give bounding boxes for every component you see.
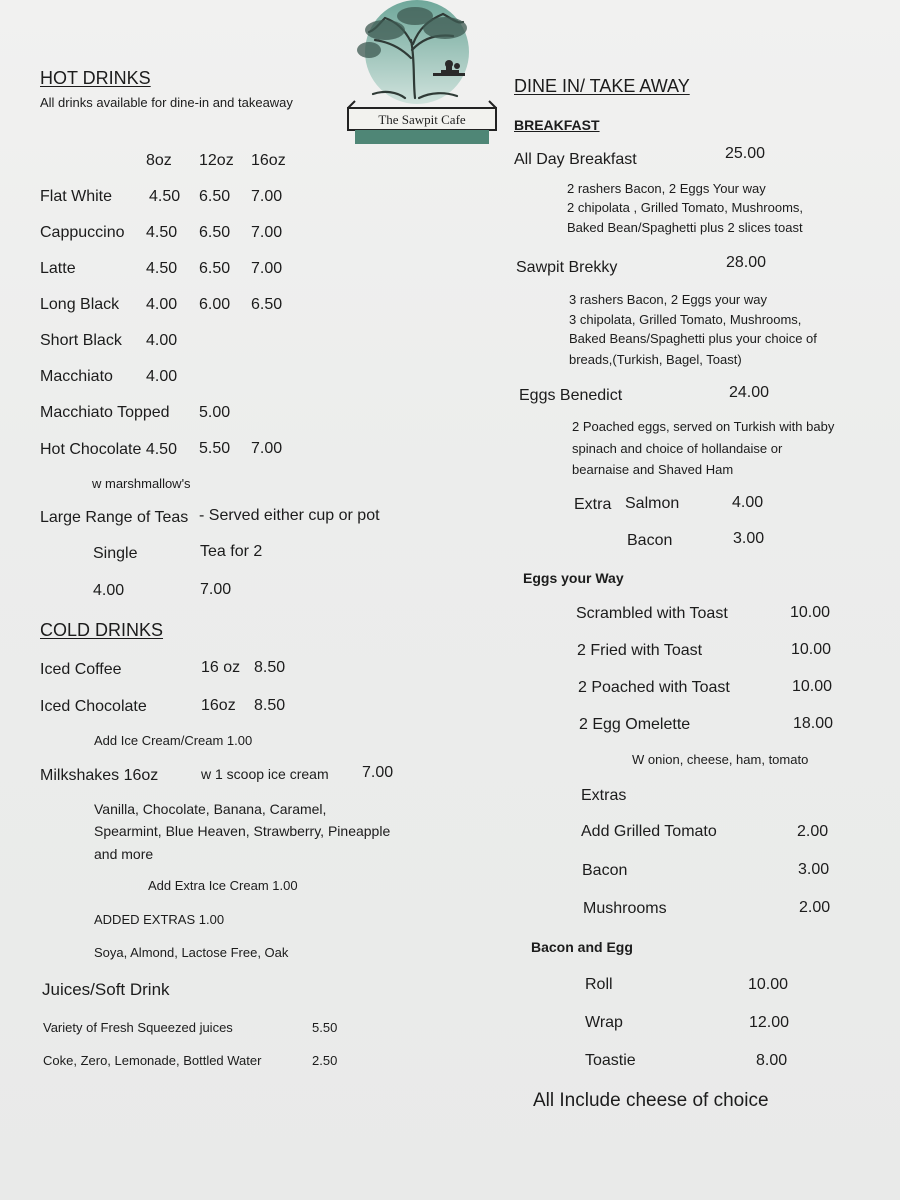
breakfast-heading: BREAKFAST	[514, 117, 600, 133]
ice-cream-addon: Add Ice Cream/Cream 1.00	[94, 733, 253, 748]
drink-price-16oz: 6.50	[251, 296, 283, 313]
extra-item-price: 2.00	[799, 899, 831, 916]
drink-price-12oz: 6.50	[199, 188, 231, 205]
drink-price-8oz: 4.00	[146, 296, 178, 313]
bacon-egg-item-price: 10.00	[748, 976, 789, 993]
drink-size: 16oz	[201, 697, 236, 714]
menu-item-price: 25.00	[725, 145, 766, 162]
bacon-egg-item-price: 12.00	[749, 1014, 790, 1031]
dine-in-heading: DINE IN/ TAKE AWAY	[514, 76, 690, 96]
juice-item-name: Coke, Zero, Lemonade, Bottled Water	[43, 1053, 262, 1068]
tea-for-two-price: 7.00	[200, 581, 232, 598]
tea-for-two-label: Tea for 2	[200, 543, 263, 560]
drink-price-16oz: 7.00	[251, 188, 283, 205]
milkshake-price: 7.00	[362, 764, 394, 781]
svg-text:The Sawpit Cafe: The Sawpit Cafe	[378, 112, 466, 127]
egg-item-name: 2 Poached with Toast	[578, 679, 730, 696]
egg-item-price: 10.00	[792, 678, 833, 695]
tea-single-label: Single	[93, 545, 138, 562]
drink-price-8oz: 4.50	[149, 188, 181, 205]
juices-heading: Juices/Soft Drink	[42, 980, 170, 999]
juice-item-price: 5.50	[312, 1020, 338, 1035]
menu-item-desc: bearnaise and Shaved Ham	[572, 462, 734, 477]
size-header-12oz: 12oz	[199, 152, 234, 169]
extra-item-price: 3.00	[798, 861, 830, 878]
menu-item-name: All Day Breakfast	[514, 151, 637, 168]
extra-item-price: 3.00	[733, 530, 765, 547]
drink-price-12oz: 6.50	[199, 224, 231, 241]
drink-name: Macchiato Topped	[40, 404, 170, 421]
milk-options: Soya, Almond, Lactose Free, Oak	[94, 945, 289, 960]
flavour-line: Vanilla, Chocolate, Banana, Caramel,	[94, 801, 327, 817]
drink-name: Hot Chocolate 4.50	[40, 441, 177, 458]
milkshake-name: Milkshakes 16oz	[40, 767, 159, 784]
drink-size: 16 oz	[201, 659, 241, 676]
extra-item-name: Bacon	[582, 862, 628, 879]
drink-name: Long Black	[40, 296, 120, 313]
juice-item-price: 2.50	[312, 1053, 338, 1068]
drink-price-8oz: 4.00	[146, 332, 178, 349]
menu-item-price: 28.00	[726, 254, 767, 271]
menu-item-name: Sawpit Brekky	[516, 259, 618, 276]
drink-price-16oz: 7.00	[251, 260, 283, 277]
menu-item-desc: breads,(Turkish, Bagel, Toast)	[569, 352, 742, 367]
drink-price-8oz: 4.50	[146, 224, 178, 241]
menu-item-desc: 2 Poached eggs, served on Turkish with baby	[572, 419, 835, 434]
hot-drinks-heading: HOT DRINKS	[40, 68, 151, 88]
extra-label: Extra	[574, 496, 612, 513]
drink-price-16oz: 7.00	[251, 440, 283, 457]
tree-logo-icon	[345, 0, 501, 150]
teas-label: Large Range of Teas	[40, 509, 189, 526]
menu-item-desc: spinach and choice of hollandaise or	[572, 441, 783, 456]
size-header-16oz: 16oz	[251, 152, 286, 169]
drink-price: 8.50	[254, 697, 286, 714]
hot-drinks-subtitle: All drinks available for dine-in and takeaway	[40, 95, 293, 110]
menu-item-desc: Baked Beans/Spaghetti plus your choice of	[569, 331, 817, 346]
egg-item-name: 2 Egg Omelette	[579, 716, 691, 733]
egg-item-price: 10.00	[790, 604, 831, 621]
extras-label: Extras	[581, 787, 627, 804]
added-extras: ADDED EXTRAS 1.00	[94, 912, 225, 927]
menu-item-desc: 3 chipolata, Grilled Tomato, Mushrooms,	[569, 312, 802, 327]
hot-chocolate-note: w marshmallow's	[92, 476, 191, 491]
drink-price-16oz: 7.00	[251, 224, 283, 241]
extra-item-name: Mushrooms	[583, 900, 667, 917]
drink-name: Iced Coffee	[40, 661, 122, 678]
menu-item-desc: 2 chipolata , Grilled Tomato, Mushrooms,	[567, 200, 804, 215]
extra-ice-cream: Add Extra Ice Cream 1.00	[148, 878, 298, 893]
drink-name: Macchiato	[40, 368, 113, 385]
drink-price-8oz: 4.00	[146, 368, 178, 385]
extra-item-price: 4.00	[732, 494, 764, 511]
menu-item-desc: 3 rashers Bacon, 2 Eggs your way	[569, 292, 767, 307]
drink-price-8oz: 4.50	[146, 260, 178, 277]
flavour-line: and more	[94, 846, 154, 862]
drink-price-12oz: 5.00	[199, 404, 231, 421]
eggs-your-way-heading: Eggs your Way	[523, 570, 624, 586]
drink-name: Latte	[40, 260, 76, 277]
egg-item-name: Scrambled with Toast	[576, 605, 728, 622]
bacon-egg-item-name: Wrap	[585, 1014, 623, 1031]
bacon-egg-item-name: Toastie	[585, 1052, 636, 1069]
drink-name: Short Black	[40, 332, 122, 349]
extra-item-name: Add Grilled Tomato	[581, 823, 717, 840]
drink-name: Cappuccino	[40, 224, 125, 241]
menu-item-desc: Baked Bean/Spaghetti plus 2 slices toast	[567, 220, 803, 235]
egg-item-price: 18.00	[793, 715, 834, 732]
cold-drinks-heading: COLD DRINKS	[40, 620, 164, 640]
egg-item-price: 10.00	[791, 641, 832, 658]
milkshake-desc: w 1 scoop ice cream	[201, 766, 329, 782]
cheese-footer: All Include cheese of choice	[533, 1090, 769, 1111]
menu-item-desc: 2 rashers Bacon, 2 Eggs Your way	[567, 181, 766, 196]
drink-name: Flat White	[40, 188, 113, 205]
drink-name: Iced Chocolate	[40, 698, 147, 715]
teas-note: - Served either cup or pot	[199, 507, 380, 524]
menu-item-name: Eggs Benedict	[519, 387, 623, 404]
bacon-egg-item-name: Roll	[585, 976, 613, 993]
omelette-note: W onion, cheese, ham, tomato	[632, 752, 809, 767]
extra-item-name: Salmon	[625, 495, 680, 512]
cafe-logo	[345, 0, 501, 150]
extra-item-price: 2.00	[797, 823, 829, 840]
egg-item-name: 2 Fried with Toast	[577, 642, 703, 659]
flavour-line: Spearmint, Blue Heaven, Strawberry, Pineapple	[94, 823, 391, 839]
tea-single-price: 4.00	[93, 582, 125, 599]
drink-price-12oz: 6.00	[199, 296, 231, 313]
drink-price-12oz: 6.50	[199, 260, 231, 277]
juice-item-name: Variety of Fresh Squeezed juices	[43, 1020, 233, 1035]
extra-item-name: Bacon	[627, 532, 673, 549]
bacon-egg-item-price: 8.00	[756, 1052, 788, 1069]
drink-price-12oz: 5.50	[199, 440, 231, 457]
size-header-8oz: 8oz	[146, 152, 172, 169]
bacon-egg-heading: Bacon and Egg	[531, 939, 633, 955]
menu-item-price: 24.00	[729, 384, 770, 401]
drink-price: 8.50	[254, 659, 286, 676]
